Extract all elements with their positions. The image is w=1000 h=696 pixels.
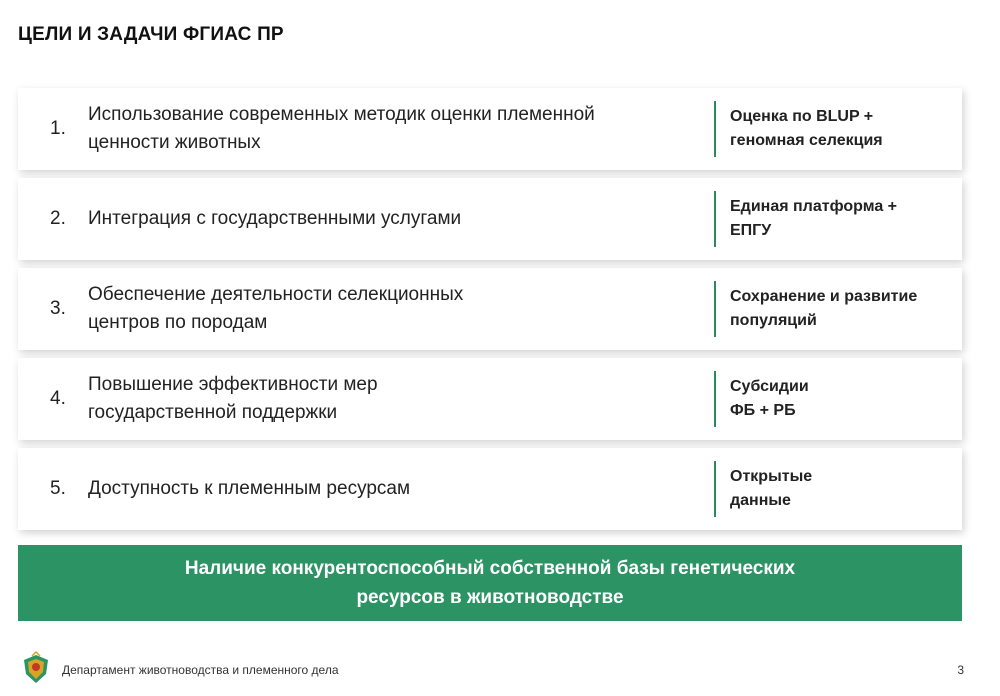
page-number: 3: [957, 663, 964, 677]
goals-list: [18, 88, 962, 538]
goal-tag: Субсидии ФБ + РБ: [730, 378, 809, 419]
goal-number: 5.: [50, 478, 66, 499]
divider-bar: [714, 101, 716, 157]
goal-card-3: [18, 268, 962, 350]
goal-tag: Оценка по BLUP + геномная селекция: [730, 108, 883, 149]
page-title: ЦЕЛИ И ЗАДАЧИ ФГИАС ПР: [18, 24, 284, 45]
goal-tag: Сохранение и развитие популяций: [730, 288, 918, 329]
goal-text: Интеграция с государственными услугами: [88, 208, 462, 229]
goal-tag: Открытые данные: [730, 468, 813, 509]
goal-number: 1.: [50, 118, 66, 139]
goal-card-1: [18, 88, 962, 170]
goal-card-5: [18, 448, 962, 530]
goal-number: 4.: [50, 388, 66, 409]
emblem-logo-icon: [18, 650, 54, 686]
goal-tag: Единая платформа + ЕПГУ: [730, 198, 898, 239]
goal-text: Обеспечение деятельности селекционных центров по породам: [88, 284, 464, 333]
footer-department: Департамент животноводства и племенного дела: [62, 663, 339, 677]
divider-bar: [714, 191, 716, 247]
banner-text: Наличие конкурентоспособный собственной базы генетических ресурсов в животноводстве: [184, 558, 796, 608]
goal-card-2: [18, 178, 962, 260]
goal-card-4: [18, 358, 962, 440]
goal-text: Использование современных методик оценки племенной ценности животных: [88, 104, 595, 153]
divider-bar: [714, 461, 716, 517]
goal-number: 3.: [50, 298, 66, 319]
goal-text: Повышение эффективности мер государственной поддержки: [88, 374, 378, 423]
divider-bar: [714, 281, 716, 337]
goal-number: 2.: [50, 208, 66, 229]
goal-text: Доступность к племенным ресурсам: [88, 478, 411, 499]
divider-bar: [714, 371, 716, 427]
summary-banner: [18, 545, 962, 621]
